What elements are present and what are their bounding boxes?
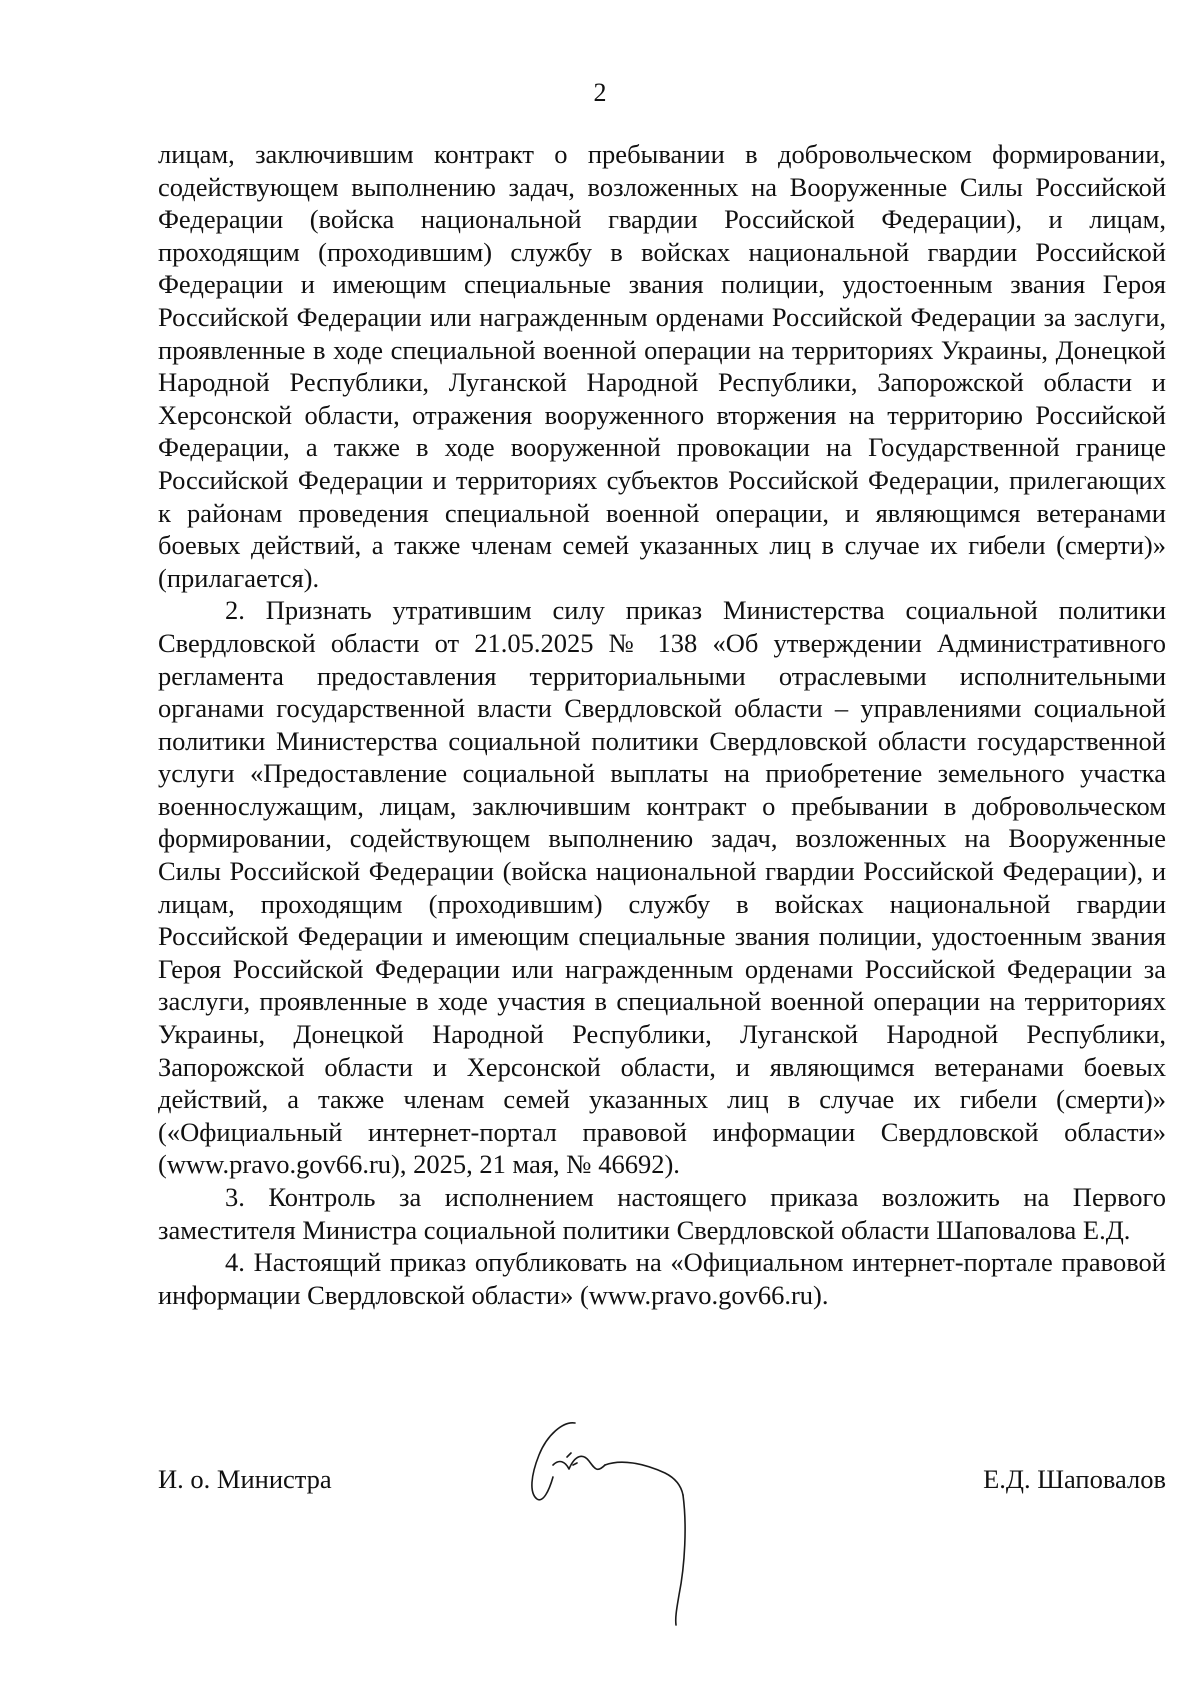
paragraph-item-4: 4. Настоящий приказ опубликовать на «Официальном интернет-портале правовой информации Свердловской области» (www.pravo.gov66.ru). — [158, 1247, 1166, 1310]
paragraph-item-3: 3. Контроль за исполнением настоящего приказа возложить на Первого заместителя Министра социальной политики Свердловской области Шаповалова Е.Д. — [158, 1182, 1166, 1245]
paragraph-item-2: 2. Признать утратившим силу приказ Министерства социальной политики Свердловской области от 21.05.2025 № 138 «Об утверждении Административного регламента предоставления территориальными отраслевыми исполнительными органами государственной власти Свердловской области – управлениями социальной политики Министерства социальной политики Свердловской области государственной услуги «Предоставление социальной выплаты на приобретение земельного участка военнослужащим, лицам, заключившим контракт о пребывании в добровольческом формировании, содействующем выполнению задач, возложенных на Вооруженные Силы Российской Федерации (войска национальной гвардии Российской Федерации), и лицам, проходящим (проходившим) службу в войсках национальной гвардии Российской Федерации и имеющим специальные звания полиции, удостоенным звания Героя Российской Федерации или награжденным орденами Российской Федерации за заслуги, проявленные в ходе участия в специальной военной операции на территориях Украины, Донецкой Народной Республики, Луганской Народной Республики, Запорожской области и Херсонской области, и являющимся ветеранами боевых действий, а также членам семей указанных лиц в случае их гибели (смерти)» («Официальный интернет-портал правовой информации Свердловской области» (www.pravo.gov66.ru), 2025, 21 мая, № 46692). — [158, 595, 1166, 1180]
signer-name: Е.Д. Шаповалов — [983, 1464, 1166, 1494]
page-number: 2 — [593, 78, 607, 107]
paragraph-continuation: лицам, заключившим контракт о пребывании в добровольческом формировании, содействующем выполнению задач, возложенных на Вооруженные Силы Российской Федерации (войска национальной гвардии Российской Федерации), и лицам, проходящим (проходившим) службу в войсках национальной гвардии Российской Федерации и имеющим специальные звания полиции, удостоенным звания Героя Российской Федерации или награжденным орденами Российской Федерации за заслуги, проявленные в ходе специальной военной операции на территориях Украины, Донецкой Народной Республики, Луганской Народной Республики, Запорожской области и Херсонской области, отражения вооруженного вторжения на территорию Российской Федерации, а также в ходе вооруженной провокации на Государственной границе Российской Федерации и территориях субъектов Российской Федерации, прилегающих к районам проведения специальной военной операции, и являющимся ветеранами боевых действий, а также членам семей указанных лиц в случае их гибели (смерти)» (прилагается). — [158, 139, 1166, 593]
handwritten-signature — [525, 1415, 745, 1630]
document-body — [158, 138, 1166, 1311]
signer-position: И. о. Министра — [158, 1464, 332, 1494]
